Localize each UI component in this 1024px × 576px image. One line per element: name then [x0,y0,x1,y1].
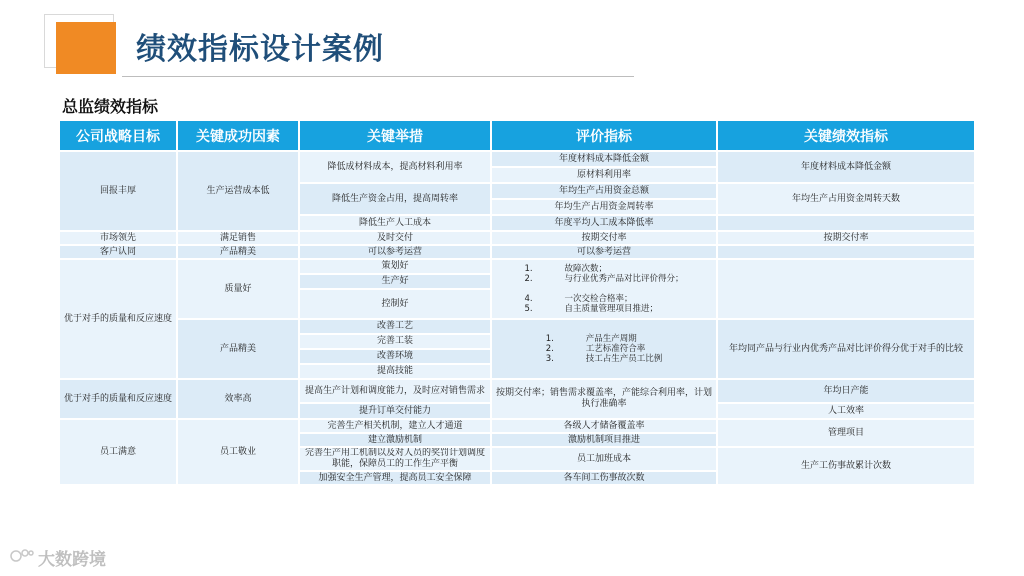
cell-measure: 降低成材料成本，提高材料利用率 [299,151,491,183]
cell-measure: 完善生产相关机制，建立人才通道 [299,419,491,433]
cell-eval: 员工加班成本 [491,447,717,471]
cell-eval: 按期交付率；销售需求覆盖率，产能综合利用率，计划执行准确率 [491,379,717,419]
table-row [59,231,975,245]
list-item: 3. 技工占生产员工比例 [545,353,663,364]
cell-strategy: 优于对手的质量和反应速度 [59,379,177,419]
product-indicator-list [546,334,663,364]
cell-eval: 年均生产占用资金周转率 [491,199,717,215]
cell-kpi [717,215,975,231]
logo-fill [56,22,116,74]
table-row [59,151,975,167]
list-item: 2. 工艺标准符合率 [545,343,646,354]
cell-measure: 降低生产资金占用，提高周转率 [299,183,491,215]
list-item: 5. 自主质量管理项目推进； [524,303,658,314]
list-item: 4. 一次交检合格率； [524,293,633,304]
cell-kpi: 年均同产品与行业内优秀产品对比评价得分优于对手的比较 [717,319,975,379]
list-item: 1. 产品生产周期 [545,333,637,344]
cell-eval: 年均生产占用资金总额 [491,183,717,199]
cell-kpi: 年均日产能 [717,379,975,403]
header-success-factor: 关键成功因素 [177,120,299,151]
cell-eval-list [491,319,717,379]
cell-eval: 各车间工伤事故次数 [491,471,717,485]
cell-strategy: 市场领先 [59,231,177,245]
cell-strategy: 员工满意 [59,419,177,485]
cell-eval: 激励机制项目推进 [491,433,717,447]
cell-kpi: 管理项目 [717,419,975,447]
header-evaluation: 评价指标 [491,120,717,151]
table-row [59,259,975,274]
header-kpi: 关键绩效指标 [717,120,975,151]
cell-factor: 质量好 [177,259,299,319]
cell-factor: 产品精美 [177,245,299,259]
cell-eval: 原材料利用率 [491,167,717,183]
cell-measure: 及时交付 [299,231,491,245]
list-item [524,284,683,294]
cell-eval: 年度平均人工成本降低率 [491,215,717,231]
table-row [59,245,975,259]
cell-measure: 生产好 [299,274,491,289]
cell-eval: 按期交付率 [491,231,717,245]
cell-factor: 员工敬业 [177,419,299,485]
cell-measure: 提高生产计划和调度能力，及时应对销售需求 [299,379,491,403]
cell-kpi: 按期交付率 [717,231,975,245]
cell-measure: 改善环境 [299,349,491,364]
cell-strategy: 客户认同 [59,245,177,259]
quality-indicator-list [524,264,683,314]
cell-measure: 建立激励机制 [299,433,491,447]
cell-eval: 可以参考运营 [491,245,717,259]
cell-measure: 改善工艺 [299,319,491,334]
cell-kpi: 人工效率 [717,403,975,419]
cell-measure: 策划好 [299,259,491,274]
cell-eval: 各级人才储备覆盖率 [491,419,717,433]
cell-measure: 提高技能 [299,364,491,379]
cell-factor: 产品精美 [177,319,299,379]
title-divider [122,76,634,77]
cell-factor: 生产运营成本低 [177,151,299,231]
watermark-logo-icon [10,547,34,563]
kpi-table [58,119,976,486]
title-logo-mark [44,14,120,72]
table-row [59,379,975,403]
cell-factor: 效率高 [177,379,299,419]
table-row [59,319,975,334]
list-item: 2. 与行业优秀产品对比评价得分； [524,273,684,284]
cell-kpi [717,245,975,259]
header-strategy: 公司战略目标 [59,120,177,151]
cell-measure: 加强安全生产管理，提高员工安全保障 [299,471,491,485]
table-row [59,419,975,433]
table-header-row [59,120,975,151]
cell-eval: 年度材料成本降低金额 [491,151,717,167]
cell-factor: 满足销售 [177,231,299,245]
cell-strategy: 优于对手的质量和反应速度 [59,259,177,379]
watermark-text: 大数跨境 [38,550,106,570]
cell-measure: 完善工装 [299,334,491,349]
cell-kpi: 年度材料成本降低金额 [717,151,975,183]
section-subtitle: 总监绩效指标 [62,97,159,116]
header-key-measure: 关键举措 [299,120,491,151]
cell-measure: 完善生产用工机制以及对人员的奖罚计划调度职能，保障员工的工作生产平衡 [299,447,491,471]
list-item: 1. 故障次数； [524,263,607,274]
cell-kpi [717,259,975,319]
cell-eval-list [491,259,717,319]
cell-strategy: 回报丰厚 [59,151,177,231]
cell-measure: 降低生产人工成本 [299,215,491,231]
cell-kpi: 年均生产占用资金周转天数 [717,183,975,215]
cell-measure: 提升订单交付能力 [299,403,491,419]
page-title: 绩效指标设计案例 [136,32,384,67]
cell-kpi: 生产工伤事故累计次数 [717,447,975,485]
cell-measure: 可以参考运营 [299,245,491,259]
cell-measure: 控制好 [299,289,491,319]
